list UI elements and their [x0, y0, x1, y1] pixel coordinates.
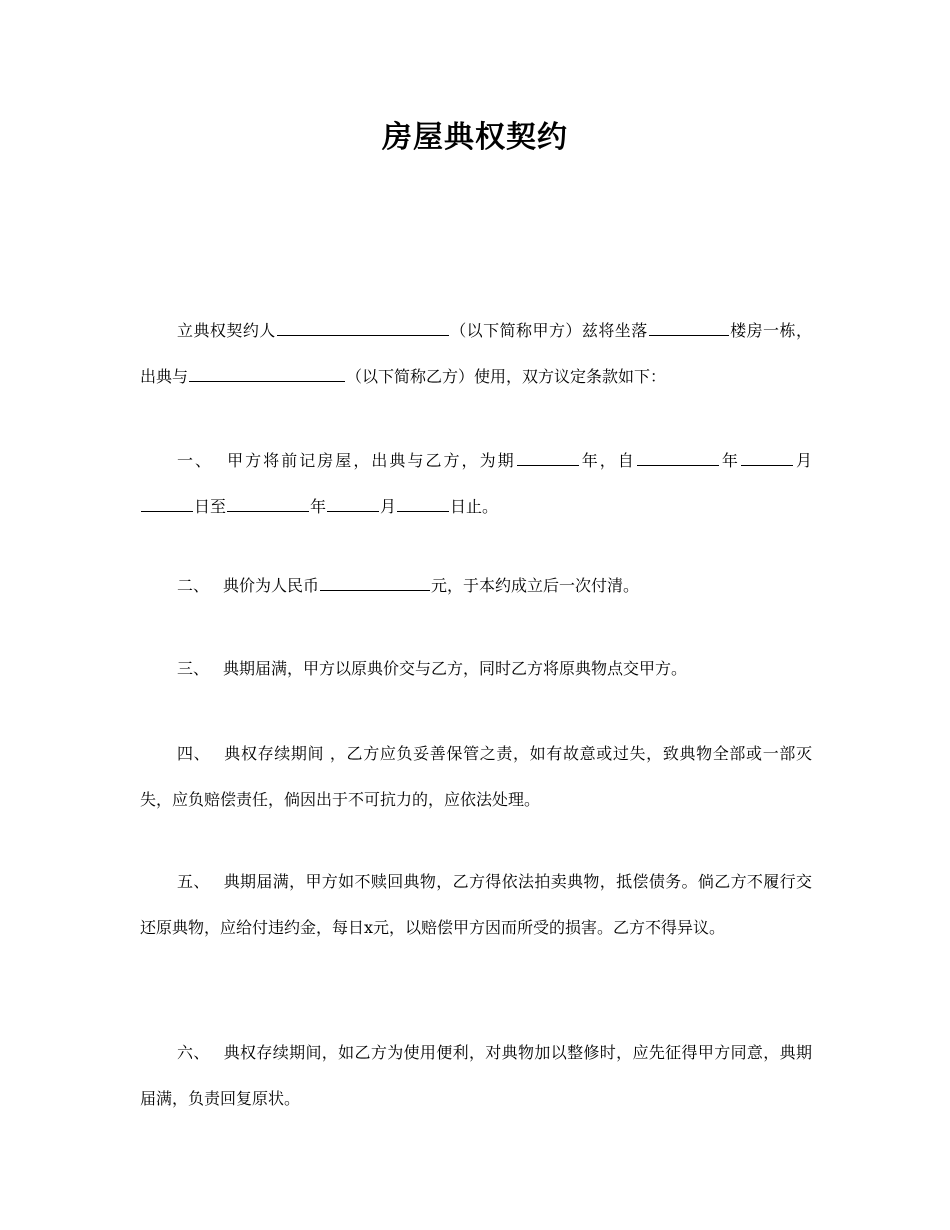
clause-1-text-5: 日至	[194, 497, 227, 516]
clause-6	[140, 1030, 812, 1122]
property-location-blank[interactable]	[649, 318, 729, 336]
clause-1-text-4: 月	[793, 451, 812, 470]
start-year-blank[interactable]	[637, 448, 719, 466]
intro-text-4: （以下简称乙方）使用，双方议定条款如下：	[346, 367, 667, 386]
clause-1-text-6: 年	[310, 497, 327, 516]
party-b-name-blank[interactable]	[189, 364, 345, 382]
clause-4-text: 典权存续期间 ，乙方应负妥善保管之责，如有故意或过失，致典物全部或一部灭失，应负赔偿责任，倘因出于不可抗力的，应依法处理。	[140, 744, 812, 809]
clause-1-text-1: 甲方将前记房屋，出典与乙方，为期	[227, 451, 516, 470]
clause-1	[140, 438, 812, 530]
intro-text-3: 楼房一栋，出典与	[140, 321, 812, 386]
clause-3-text: 典期届满，甲方以原典价交与乙方，同时乙方将原典物点交甲方。	[223, 659, 688, 678]
clause-6-number: 六、	[177, 1043, 210, 1062]
intro-text-2: （以下简称甲方）兹将坐落	[449, 321, 648, 340]
start-month-blank[interactable]	[741, 448, 793, 466]
clause-1-text-2: 年，自	[579, 451, 636, 470]
end-year-blank[interactable]	[227, 494, 309, 512]
clause-5-text: 典期届满，甲方如不赎回典物，乙方得依法拍卖典物，抵偿债务。倘乙方不履行交还原典物，应给付违约金，每日x元，以赔偿甲方因而所受的损害。乙方不得异议。	[140, 872, 812, 937]
clause-3	[140, 646, 812, 692]
clause-1-text-3: 年	[719, 451, 740, 470]
start-day-blank[interactable]	[141, 494, 193, 512]
party-a-name-blank[interactable]	[277, 318, 449, 336]
intro-paragraph	[140, 308, 812, 400]
document-title: 房屋典权契约	[382, 120, 568, 155]
clause-2-text-2: 元，于本约成立后一次付清。	[431, 576, 640, 595]
end-month-blank[interactable]	[327, 494, 379, 512]
clause-6-text: 典权存续期间，如乙方为使用便利，对典物加以整修时，应先征得甲方同意，典期届满，负责回复原状。	[140, 1043, 812, 1108]
term-years-blank[interactable]	[517, 448, 579, 466]
price-amount-blank[interactable]	[320, 573, 430, 591]
clause-1-number: 一、	[177, 451, 214, 470]
end-day-blank[interactable]	[397, 494, 449, 512]
clause-1-text-8: 日止。	[450, 497, 499, 516]
clause-5-number: 五、	[177, 872, 210, 891]
clause-5	[140, 859, 812, 951]
clause-1-text-7: 月	[380, 497, 397, 516]
clause-2	[140, 563, 812, 609]
clause-4-number: 四、	[177, 744, 211, 763]
clause-3-number: 三、	[177, 659, 210, 678]
clause-2-text-1: 典价为人民币	[223, 576, 320, 595]
clause-4	[140, 731, 812, 823]
clause-2-number: 二、	[177, 576, 210, 595]
intro-text-1: 立典权契约人	[177, 321, 276, 340]
